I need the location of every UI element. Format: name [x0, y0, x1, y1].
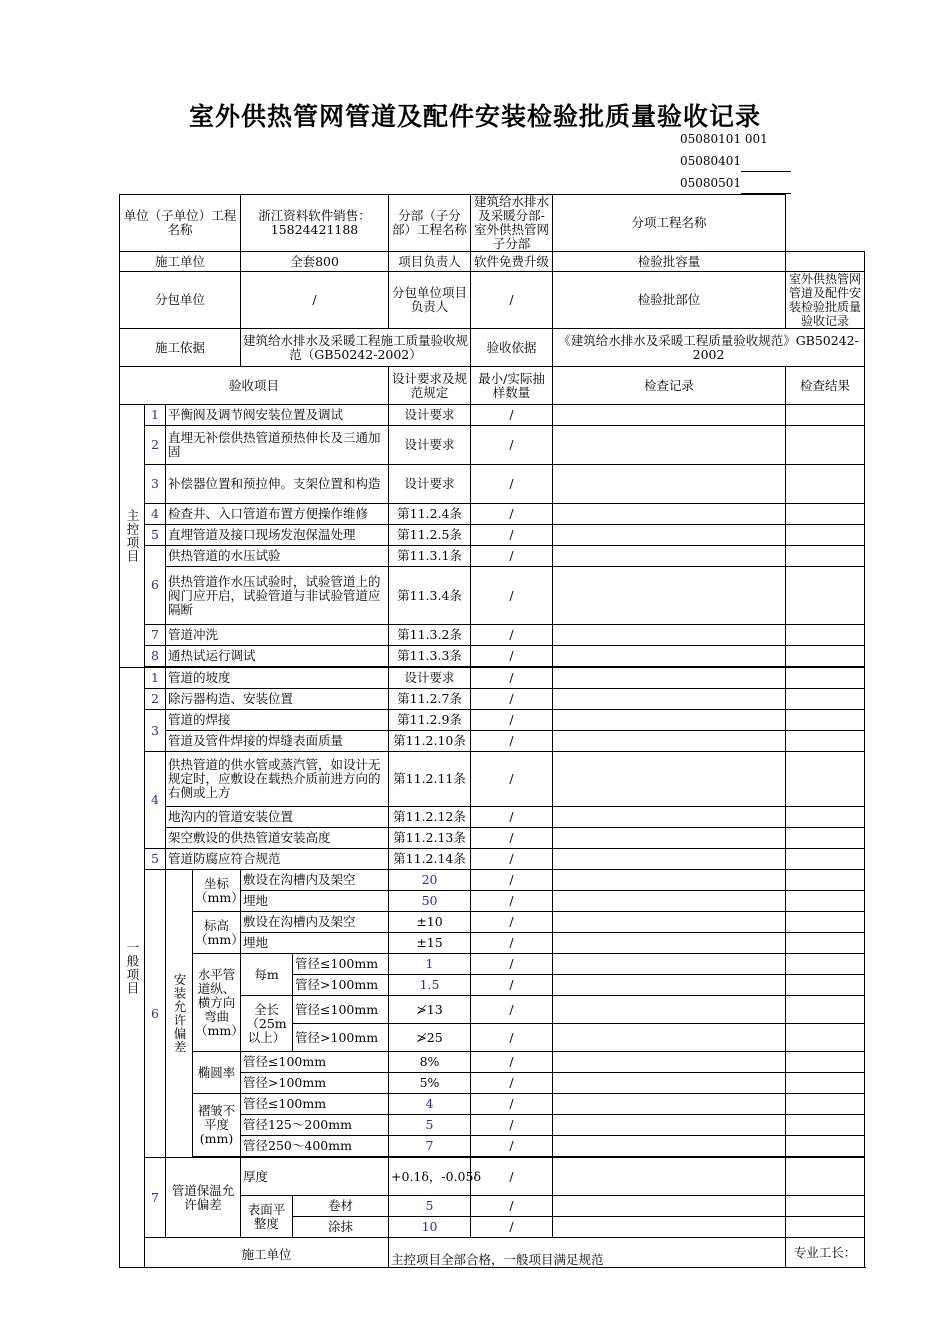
coord-label: 坐标（mm）	[193, 870, 241, 912]
result-cell[interactable]	[786, 849, 865, 870]
ellipse-label: 椭圆率	[193, 1052, 241, 1094]
item-text: 供热管道的水压试验	[166, 546, 389, 567]
item-spec: ±15	[389, 933, 471, 954]
item-text: 管道及管件焊接的焊缝表面质量	[166, 731, 389, 752]
row-number: 3	[145, 465, 166, 504]
record-cell[interactable]	[553, 689, 786, 710]
code-1: 05080101 001	[680, 132, 768, 146]
item-spec: 第11.2.9条	[389, 710, 471, 731]
record-cell[interactable]	[553, 870, 786, 891]
record-cell[interactable]	[553, 996, 786, 1024]
record-codes	[680, 128, 792, 194]
result-cell[interactable]	[786, 933, 865, 954]
sample-count: /	[471, 975, 553, 996]
item-spec: 7	[389, 1136, 471, 1157]
unit-label: 单位（子单位）工程名称	[120, 195, 241, 252]
row-number: 4	[145, 752, 166, 849]
item-text: 通热试运行调试	[166, 646, 389, 667]
table-row	[120, 1094, 865, 1115]
row-number: 1	[145, 405, 166, 426]
item-text: 管道的焊接	[166, 710, 389, 731]
item-text: 涂抹	[293, 1217, 389, 1238]
row-number: 3	[145, 710, 166, 752]
sample-count: /	[471, 1024, 553, 1052]
result-cell[interactable]	[786, 668, 865, 689]
item-text: 架空敷设的供热管道安装高度	[166, 828, 389, 849]
table-row	[120, 807, 865, 828]
table-row	[120, 465, 865, 504]
sample-count: /	[471, 426, 553, 465]
item-spec: 第11.2.13条	[389, 828, 471, 849]
record-cell[interactable]	[553, 1073, 786, 1094]
table-row	[120, 546, 865, 567]
item-spec: 设计要求	[389, 668, 471, 689]
item-spec: 10	[389, 1217, 471, 1238]
item-text: 除污器构造、安装位置	[166, 689, 389, 710]
record-cell[interactable]	[553, 710, 786, 731]
item-text: 敷设在沟槽内及架空	[241, 912, 389, 933]
row-number: 8	[145, 646, 166, 667]
item-spec: 第11.2.5条	[389, 525, 471, 546]
subcontractor-label: 分包单位	[120, 272, 241, 329]
item-text: 供热管道的供水管或蒸汽管，如设计无规定时，应敷设在载热介质前进方向的右侧或上方	[166, 752, 389, 807]
result-cell[interactable]	[786, 546, 865, 567]
unit-value: 浙江资料软件销售：15824421188	[241, 195, 389, 252]
sub-pm-label: 分包单位项目负责人	[389, 272, 471, 329]
row-number: 5	[145, 525, 166, 546]
table-row	[120, 426, 865, 465]
foreman-label: 专业工长：	[786, 1238, 865, 1268]
sample-count: /	[471, 646, 553, 667]
sample-count: /	[471, 1073, 553, 1094]
record-cell[interactable]	[553, 1196, 786, 1217]
result-cell[interactable]	[786, 646, 865, 667]
record-cell[interactable]	[553, 504, 786, 525]
item-spec: 8%	[389, 1052, 471, 1073]
sample-count: /	[471, 1052, 553, 1073]
flatness-label: 表面平整度	[241, 1196, 293, 1238]
item-spec: 第11.2.10条	[389, 731, 471, 752]
table-row	[120, 828, 865, 849]
result-cell[interactable]	[786, 1115, 865, 1136]
item-spec: 第11.2.4条	[389, 504, 471, 525]
record-cell[interactable]	[553, 954, 786, 975]
sample-count: /	[471, 405, 553, 426]
record-cell[interactable]	[553, 1094, 786, 1115]
sample-count: /	[471, 465, 553, 504]
row-number: 1	[145, 668, 166, 689]
capacity-value	[786, 252, 865, 272]
footer-conclusion: 主控项目全部合格，一般项目满足规范	[389, 1238, 786, 1268]
record-cell[interactable]	[553, 465, 786, 504]
sample-count: /	[471, 849, 553, 870]
page-title: 室外供热管网管道及配件安装检验批质量验收记录	[188, 102, 761, 131]
item-spec: 设计要求	[389, 426, 471, 465]
record-cell[interactable]	[553, 849, 786, 870]
code-2: 05080401	[680, 150, 792, 172]
row-number: 2	[145, 426, 166, 465]
sample-count: /	[471, 891, 553, 912]
builder-value: 全套800	[241, 252, 389, 272]
sample-count: /	[471, 668, 553, 689]
bend-label: 水平管道纵、横方向弯曲（mm）	[193, 954, 241, 1052]
item-spec: 第11.3.3条	[389, 646, 471, 667]
record-cell[interactable]	[553, 1024, 786, 1052]
header-row-1	[120, 195, 865, 252]
item-spec: 5	[389, 1115, 471, 1136]
item-text: 直埋管道及接口现场发泡保温处理	[166, 525, 389, 546]
item-text: 管径≤100mm	[293, 954, 389, 975]
record-cell[interactable]	[553, 546, 786, 567]
item-text: 检查井、入口管道布置方便操作维修	[166, 504, 389, 525]
item-text: 管径>100mm	[293, 1024, 389, 1052]
record-cell[interactable]	[553, 525, 786, 546]
row-number: 6	[145, 870, 166, 1158]
result-cell[interactable]	[786, 828, 865, 849]
record-cell[interactable]	[553, 933, 786, 954]
result-cell[interactable]	[786, 1196, 865, 1217]
item-text: 补偿器位置和预拉伸。支架位置和构造	[166, 465, 389, 504]
result-cell[interactable]	[786, 954, 865, 975]
item-spec: 第11.3.4条	[389, 567, 471, 625]
record-cell[interactable]	[553, 668, 786, 689]
table-row	[120, 689, 865, 710]
item-text: 管道防腐应符合规范	[166, 849, 389, 870]
item-spec: 5%	[389, 1073, 471, 1094]
item-spec: 第11.2.12条	[389, 807, 471, 828]
basis-label: 施工依据	[120, 329, 241, 367]
result-cell[interactable]	[786, 996, 865, 1024]
sample-count: /	[471, 546, 553, 567]
record-cell[interactable]	[553, 625, 786, 646]
sub-pm-value: /	[471, 272, 553, 329]
row-number: 6	[145, 546, 166, 625]
record-cell[interactable]	[553, 646, 786, 667]
item-text: 管径>100mm	[241, 1073, 389, 1094]
item-text: 敷设在沟槽内及架空	[241, 870, 389, 891]
full-label: 全长（25m以上）	[241, 996, 293, 1052]
item-spec: 20	[389, 870, 471, 891]
row-number: 7	[145, 625, 166, 646]
result-cell[interactable]	[786, 807, 865, 828]
item-text: 管径250～400mm	[241, 1136, 389, 1157]
col-result: 检查结果	[786, 367, 865, 405]
result-cell[interactable]	[786, 870, 865, 891]
item-text: 厚度	[241, 1158, 389, 1196]
item-spec: ±10	[389, 912, 471, 933]
result-cell[interactable]	[786, 525, 865, 546]
result-cell[interactable]	[786, 1052, 865, 1073]
builder-label: 施工单位	[120, 252, 241, 272]
sample-count: /	[471, 996, 553, 1024]
item-text: 平衡阀及调节阀安装位置及调试	[166, 405, 389, 426]
result-cell[interactable]	[786, 1158, 865, 1196]
table-row	[120, 849, 865, 870]
result-cell[interactable]	[786, 567, 865, 625]
record-cell[interactable]	[553, 891, 786, 912]
record-cell[interactable]	[553, 567, 786, 625]
result-cell[interactable]	[786, 1094, 865, 1115]
table-row	[120, 710, 865, 731]
result-cell[interactable]	[786, 752, 865, 807]
capacity-label: 检验批容量	[553, 252, 786, 272]
sample-count: /	[471, 807, 553, 828]
record-cell[interactable]	[553, 975, 786, 996]
sample-count: /	[471, 1094, 553, 1115]
sample-count: /	[471, 933, 553, 954]
item-spec: 设计要求	[389, 465, 471, 504]
item-spec: 设计要求	[389, 405, 471, 426]
subcontractor-value: /	[241, 272, 389, 329]
table-row	[120, 912, 865, 933]
item-text: 管道的坡度	[166, 668, 389, 689]
item-spec: 50	[389, 891, 471, 912]
result-cell[interactable]	[786, 731, 865, 752]
header-row-3	[120, 272, 865, 329]
table-row	[120, 1052, 865, 1073]
item-spec: ≯25	[389, 1024, 471, 1052]
result-cell[interactable]	[786, 1024, 865, 1052]
result-cell[interactable]	[786, 1217, 865, 1238]
item-spec: +0.1δ，-0.05δ	[389, 1158, 471, 1196]
sample-count: /	[471, 504, 553, 525]
col-design: 设计要求及规范规定	[389, 367, 471, 405]
table-row	[120, 504, 865, 525]
record-cell[interactable]	[553, 1136, 786, 1157]
table-row	[120, 752, 865, 807]
item-spec: 5	[389, 1196, 471, 1217]
part-label: 检验批部位	[553, 272, 786, 329]
sample-count: /	[471, 752, 553, 807]
table-row	[120, 525, 865, 546]
item-text: 管径≤100mm	[293, 996, 389, 1024]
sub-value: 建筑给水排水及采暖分部-室外供热管网子分部	[471, 195, 553, 252]
accept-value: 《建筑给水排水及采暖工程质量验收规范》GB50242-2002	[553, 329, 865, 367]
table-row	[120, 731, 865, 752]
result-cell[interactable]	[786, 912, 865, 933]
item-text: 管径>100mm	[293, 975, 389, 996]
item-text: 地沟内的管道安装位置	[166, 807, 389, 828]
result-cell[interactable]	[786, 710, 865, 731]
pm-value: 软件免费升级	[471, 252, 553, 272]
record-cell[interactable]	[553, 912, 786, 933]
basis-value: 建筑给水排水及采暖工程施工质量验收规范（GB50242-2002）	[241, 329, 471, 367]
table-row	[120, 646, 865, 667]
row-number: 2	[145, 689, 166, 710]
item-text: 管径≤100mm	[241, 1094, 389, 1115]
elev-label: 标高（mm）	[193, 912, 241, 954]
item-spec: 第11.2.11条	[389, 752, 471, 807]
sample-count: /	[471, 1158, 553, 1196]
footer-row	[120, 1238, 865, 1268]
item-text: 直埋无补偿供热管道预热伸长及三通加固	[166, 426, 389, 465]
table-row	[120, 954, 865, 975]
record-cell[interactable]	[553, 807, 786, 828]
col-record: 检查记录	[553, 367, 786, 405]
sample-count: /	[471, 625, 553, 646]
code-3: 05080501	[680, 172, 792, 194]
sample-count: /	[471, 1196, 553, 1217]
header-row-2	[120, 252, 865, 272]
result-cell[interactable]	[786, 465, 865, 504]
column-header-row	[120, 367, 865, 405]
result-cell[interactable]	[786, 1136, 865, 1157]
table-row	[120, 625, 865, 646]
result-cell[interactable]	[786, 1073, 865, 1094]
record-cell[interactable]	[553, 405, 786, 426]
result-cell[interactable]	[786, 625, 865, 646]
row-number: 5	[145, 849, 166, 870]
sample-count: /	[471, 912, 553, 933]
result-cell[interactable]	[786, 504, 865, 525]
record-cell[interactable]	[553, 1158, 786, 1196]
sample-count: /	[471, 828, 553, 849]
sample-count: /	[471, 567, 553, 625]
sample-count: /	[471, 1136, 553, 1157]
main-group-label: 主控项目	[120, 405, 145, 668]
record-cell[interactable]	[553, 1115, 786, 1136]
result-cell[interactable]	[786, 426, 865, 465]
sample-count: /	[471, 1115, 553, 1136]
item-spec: 第11.2.7条	[389, 689, 471, 710]
item-text: 管径125～200mm	[241, 1115, 389, 1136]
general-group-label: 一般项目	[120, 668, 145, 1268]
sample-count: /	[471, 689, 553, 710]
item-text: 管道冲洗	[166, 625, 389, 646]
sub-label: 分部（子分部）工程名称	[389, 195, 471, 252]
row-number: 7	[145, 1158, 166, 1238]
table-row	[120, 1158, 865, 1196]
item-spec: ≯13	[389, 996, 471, 1024]
accept-label: 验收依据	[471, 329, 553, 367]
item-text: 埋地	[241, 891, 389, 912]
item-text: 管径≤100mm	[241, 1052, 389, 1073]
record-cell[interactable]	[553, 752, 786, 807]
item-text: 埋地	[241, 933, 389, 954]
table-row	[120, 567, 865, 625]
result-cell[interactable]	[786, 405, 865, 426]
record-cell[interactable]	[553, 731, 786, 752]
pm-label: 项目负责人	[389, 252, 471, 272]
sample-count: /	[471, 710, 553, 731]
item-spec: 4	[389, 1094, 471, 1115]
item-spec: 第11.3.1条	[389, 546, 471, 567]
result-cell[interactable]	[786, 689, 865, 710]
result-cell[interactable]	[786, 891, 865, 912]
insulation-label: 管道保温允许偏差	[166, 1158, 241, 1238]
sample-count: /	[471, 1217, 553, 1238]
col-sample: 最小/实际抽样数量	[471, 367, 553, 405]
col-item: 验收项目	[120, 367, 389, 405]
table-row	[120, 668, 865, 689]
record-cell[interactable]	[553, 1052, 786, 1073]
sample-count: /	[471, 954, 553, 975]
row-number: 4	[145, 504, 166, 525]
table-row	[120, 405, 865, 426]
footer-builder-label: 施工单位	[145, 1238, 389, 1268]
per-m-label: 每m	[241, 954, 293, 996]
tolerance-group-label: 安装允许偏差	[166, 870, 193, 1158]
wrinkle-label: 褶皱不平度(mm)	[193, 1094, 241, 1157]
header-row-4	[120, 329, 865, 367]
record-cell[interactable]	[553, 1217, 786, 1238]
item-spec: 第11.2.14条	[389, 849, 471, 870]
record-cell[interactable]	[553, 426, 786, 465]
record-cell[interactable]	[553, 828, 786, 849]
table-row	[120, 870, 865, 891]
item-spec: 1	[389, 954, 471, 975]
item-label: 分项工程名称	[553, 195, 786, 252]
part-value: 室外供热管网管道及配件安装检验批质量验收记录	[786, 272, 865, 329]
item-text: 供热管道作水压试验时，试验管道上的阀门应开启，试验管道与非试验管道应隔断	[166, 567, 389, 625]
result-cell[interactable]	[786, 975, 865, 996]
item-spec: 1.5	[389, 975, 471, 996]
sample-count: /	[471, 731, 553, 752]
sample-count: /	[471, 525, 553, 546]
item-spec: 第11.3.2条	[389, 625, 471, 646]
inspection-table	[119, 194, 865, 1268]
sample-count: /	[471, 870, 553, 891]
item-text: 卷材	[293, 1196, 389, 1217]
